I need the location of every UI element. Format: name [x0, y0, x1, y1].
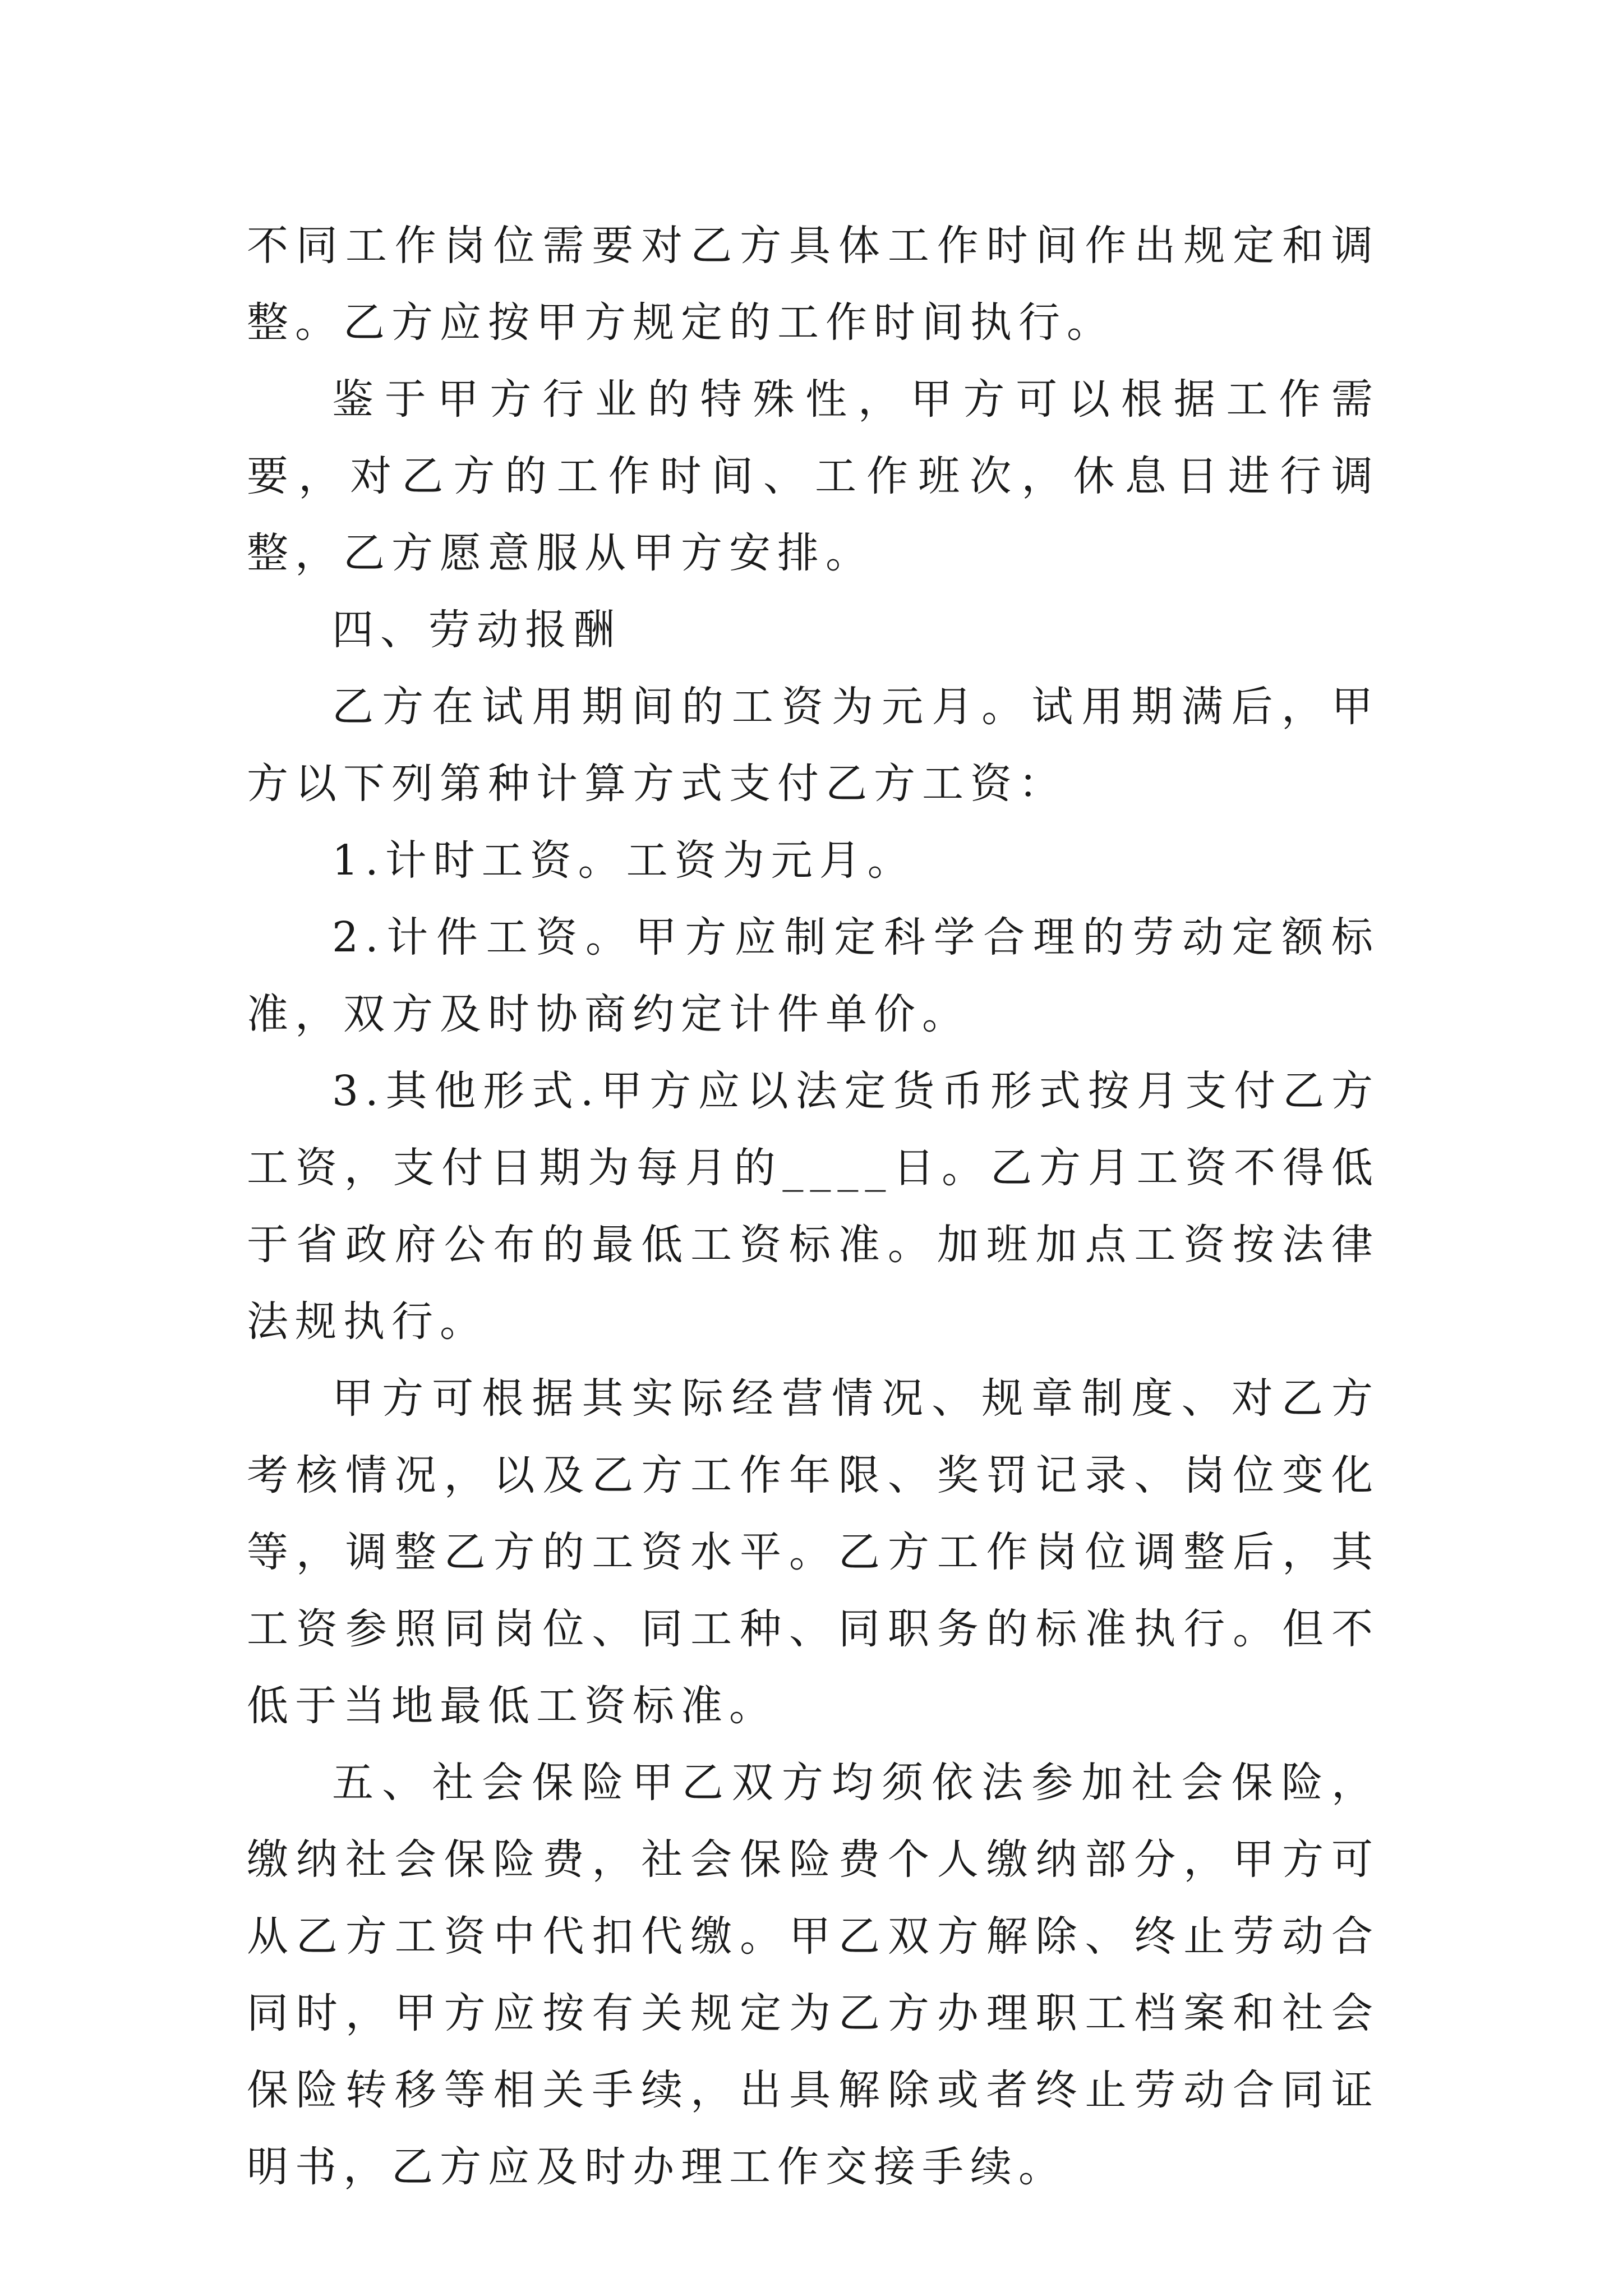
paragraph-industry-special: 鉴于甲方行业的特殊性，甲方可以根据工作需要，对乙方的工作时间、工作班次，休息日进行调整，乙方愿意服从甲方安排。 [247, 375, 1380, 577]
list-item-other-forms: 3.其他形式.甲方应以法定货币形式按月支付乙方工资，支付日期为每月的____日。乙方月工资不得低于省政府公布的最低工资标准。加班加点工资按法律法规执行。 [247, 1067, 1380, 1346]
section-heading-remuneration: 四、劳动报酬 [332, 606, 621, 654]
paragraph-work-hours-adjustment: 不同工作岗位需要对乙方具体工作时间作出规定和调整。乙方应按甲方规定的工作时间执行。 [247, 222, 1380, 347]
paragraph-probation-wage: 乙方在试用期间的工资为元月。试用期满后，甲方以下列第种计算方式支付乙方工资： [247, 683, 1380, 808]
paragraph-wage-adjustment: 甲方可根据其实际经营情况、规章制度、对乙方考核情况，以及乙方工作年限、奖罚记录、岗位变化等，调整乙方的工资水平。乙方工作岗位调整后，其工资参照同岗位、同工种、同职务的标准执行。但不低于当地最低工资标准。 [247, 1374, 1380, 1730]
list-item-piece-wage: 2.计件工资。甲方应制定科学合理的劳动定额标准，双方及时协商约定计件单价。 [247, 913, 1380, 1038]
paragraph-social-insurance: 五、社会保险甲乙双方均须依法参加社会保险，缴纳社会保险费，社会保险费个人缴纳部分，甲方可从乙方工资中代扣代缴。甲乙双方解除、终止劳动合同时，甲方应按有关规定为乙方办理职工档案和社会保险转移等相关手续，出具解除或者终止劳动合同证明书，乙方应及时办理工作交接手续。 [247, 1759, 1380, 2191]
document-body [247, 208, 1380, 2206]
list-item-time-wage: 1.计时工资。工资为元月。 [332, 836, 916, 885]
